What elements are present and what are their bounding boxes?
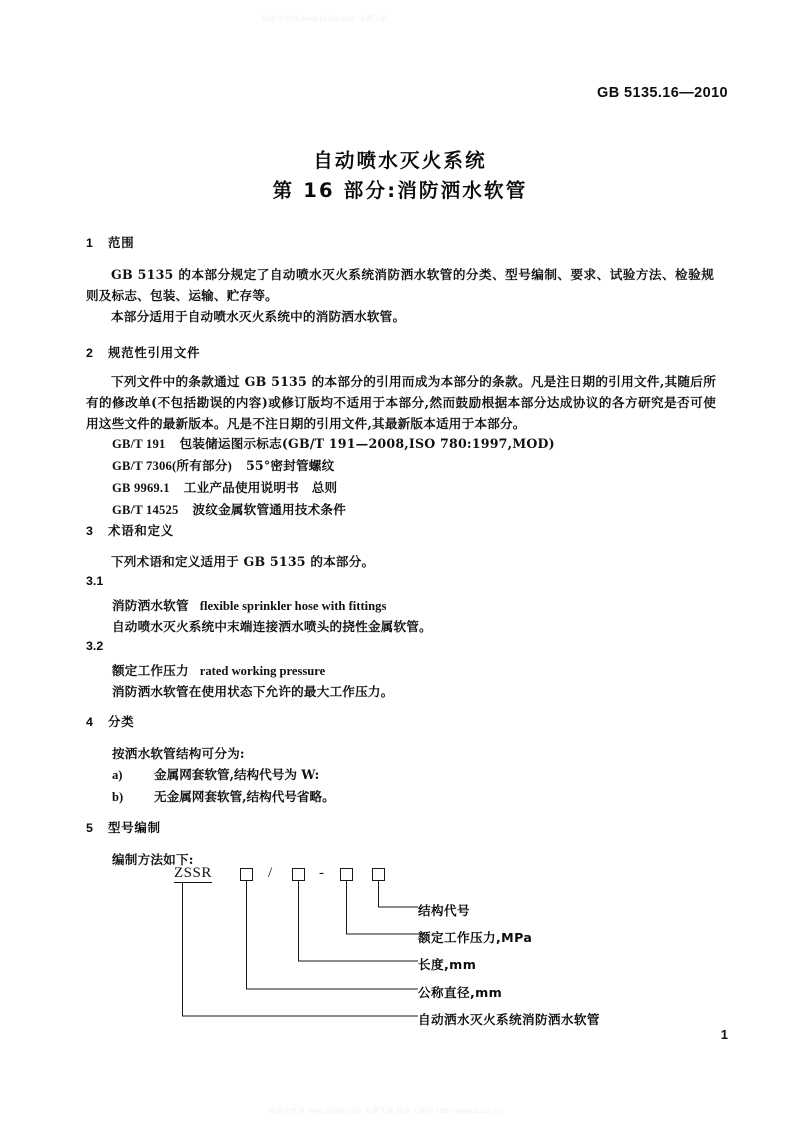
designation-prefix: ZSSR — [174, 865, 212, 881]
section-title-2: 规范性引用文件 — [108, 345, 201, 360]
section-1-paragraph-1: GB 5135 的本部分规定了自动喷水灭火系统消防洒水软管的分类、型号编制、要求、试验方法、检验规则及标志、包装、运输、贮存等。 — [86, 267, 714, 303]
reference-item — [112, 477, 555, 499]
section-heading-1 — [86, 233, 134, 251]
list-marker: a) — [112, 768, 123, 782]
reference-item — [112, 433, 555, 455]
section-number-5: 5 — [86, 821, 94, 835]
designation-box-length — [292, 868, 305, 881]
designation-box-rated-pressure — [340, 868, 353, 881]
normative-references-list — [112, 433, 555, 521]
section-title-4: 分类 — [108, 714, 135, 729]
section-title-3: 术语和定义 — [108, 523, 174, 538]
section-5-lead: 编制方法如下: — [112, 852, 194, 867]
reference-title: 波纹金属软管通用技术条件 — [192, 502, 347, 517]
classification-list — [112, 764, 335, 808]
diagram-label-structure-code: 结构代号 — [418, 903, 470, 918]
diagram-label-product-name: 自动洒水灭火系统消防洒水软管 — [418, 1012, 600, 1027]
designation-box-structure-code — [372, 868, 385, 881]
section-2-paragraph-1: 下列文件中的条款通过 GB 5135 的本部分的引用而成为本部分的条款。凡是注日期的引用文件,其随后所有的修改单(不包括勘误的内容)或修订版均不适用于本部分,然而鼓励根据本部分达成协议的各方研究是否可使用这些文件的最新版本。凡是不注日期的引用文件,其最新版本适用于本部分。 — [86, 374, 716, 431]
title-line-2: 第 16 部分:消防洒水软管 — [272, 179, 528, 202]
section-heading-2 — [86, 343, 200, 361]
section-number-4: 4 — [86, 715, 94, 729]
watermark-top: 标准分享网 www.bzfxw.com 免费下载 — [262, 16, 388, 23]
term-entry-3-2 — [112, 660, 325, 679]
section-title-1: 范围 — [108, 235, 135, 250]
clause-number-3-2: 3.2 — [86, 639, 104, 653]
page-number: 1 — [720, 1027, 728, 1042]
reference-code: GB/T 14525 — [112, 503, 179, 517]
reference-code: GB 9969.1 — [112, 481, 170, 495]
reference-code: GB/T 191 — [112, 437, 166, 451]
designation-slash: / — [268, 865, 273, 881]
term-definition-3-2: 消防洒水软管在使用状态下允许的最大工作压力。 — [112, 684, 394, 699]
section-title-5: 型号编制 — [108, 820, 161, 835]
term-zh: 额定工作压力 — [112, 663, 189, 678]
reference-code: GB/T 7306(所有部分) — [112, 459, 232, 473]
list-text: 无金属网套软管,结构代号省略。 — [154, 789, 335, 804]
reference-title: 包装储运图示标志(GB/T 191—2008,ISO 780:1997,MOD) — [179, 436, 555, 451]
term-en: rated working pressure — [199, 664, 326, 678]
list-item — [112, 786, 335, 808]
reference-title: 工业产品使用说明书 总则 — [183, 480, 338, 495]
standard-number-header: GB 5135.16—2010 — [597, 85, 728, 101]
list-text: 金属网套软管,结构代号为 W: — [154, 767, 320, 782]
list-marker: b) — [112, 790, 124, 804]
section-number-1: 1 — [86, 236, 94, 250]
clause-number-3-1: 3.1 — [86, 574, 104, 588]
term-en: flexible sprinkler hose with fittings — [199, 599, 387, 613]
designation-box-nominal-diameter — [240, 868, 253, 881]
diagram-label-rated-pressure: 额定工作压力,MPa — [418, 930, 533, 945]
watermark-bottom: 标准分享网 www.bzfxw.com 免费下载 标准下载网 http://www.bzxz.net — [268, 1108, 504, 1115]
diagram-label-nominal-diameter: 公称直径,mm — [418, 985, 503, 1000]
section-3-paragraph-1: 下列术语和定义适用于 GB 5135 的本部分。 — [111, 554, 375, 569]
term-zh: 消防洒水软管 — [112, 598, 189, 613]
page-title — [0, 146, 800, 206]
section-4-lead: 按洒水软管结构可分为: — [112, 746, 245, 761]
section-heading-3 — [86, 521, 174, 539]
section-number-2: 2 — [86, 346, 94, 360]
section-heading-4 — [86, 712, 134, 730]
term-definition-3-1: 自动喷水灭火系统中末端连接洒水喷头的挠性金属软管。 — [112, 619, 432, 634]
section-1-paragraph-2: 本部分适用于自动喷水灭火系统中的消防洒水软管。 — [111, 309, 406, 324]
section-heading-5 — [86, 818, 161, 836]
section-number-3: 3 — [86, 524, 94, 538]
title-line-1: 自动喷水灭火系统 — [313, 149, 487, 172]
diagram-label-length: 长度,mm — [418, 957, 477, 972]
reference-item — [112, 455, 555, 477]
designation-dash: - — [319, 865, 324, 881]
reference-title: 55°密封管螺纹 — [245, 458, 335, 473]
list-item — [112, 764, 335, 786]
reference-item — [112, 499, 555, 521]
term-entry-3-1 — [112, 595, 386, 614]
